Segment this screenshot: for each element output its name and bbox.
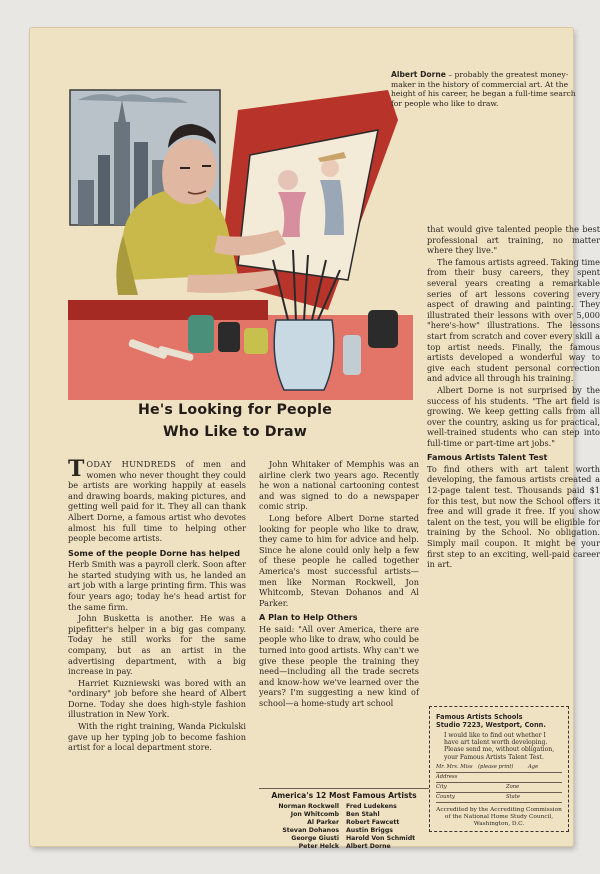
dropcap: T [68,456,85,482]
artist-name: Robert Fawcett [346,818,400,826]
article-paragraph: The famous artists agreed. Taking time from their busy careers, they spent several years creating a remarkable series of art lessons covering every aspect of drawing and painting. They illustrated their lessons with over 5,000 "here's-how" illustrations. The lessons start from scratch and cover every skill a top artist needs. Finally, the famous artists developed a wonderful way to give each student personal correction and advice all through his training. [427,256,600,384]
mail-coupon [429,706,569,832]
artist-name: Al Parker [307,818,339,826]
state-label: State [506,793,520,800]
article-paragraph: To find others with art talent worth developing, the famous artists created a 12-page talent test. Thousands paid $1 for this test, but now the School offers it free and will grade it free. If you show talent on the test, you will be eligible for training by the School. No obligation. Simply mail coupon. It might be your first step to an exciting, well-paid career in art. [427,463,600,570]
article-paragraph: Albert Dorne is not surprised by the success of his students. "The art field is growing. We keep getting calls from all over the country, asking us for practical, well-trained students who can step into full-time or part-time art jobs." [427,384,600,448]
artist-name: George Giusti [291,834,339,842]
age-label: Age [528,763,539,770]
accreditation-note: Accredited by the Accrediting Commission of the National Home Study Council, Washington, D.C. [436,806,562,827]
illustration-caption: Albert Dorne – probably the greatest money-maker in the history of commercial art. At the height of his career, he began a full-time search for people who like to draw. [391,70,576,108]
coupon-request-text: I would like to find out whether I have art talent worth developing. Please send me, without obligation, your Famous Artists Talent Test. [444,732,555,761]
coupon-name-field[interactable] [436,763,562,773]
article-column-2 [259,459,419,709]
address-label: Address [436,773,458,780]
county-label: County [436,793,455,800]
zone-label: Zone [506,783,520,790]
artist-name: Fred Ludekens [346,802,397,810]
magazine-back-cover [30,28,600,850]
coupon-city-field[interactable] [436,783,562,793]
famous-artists-list [259,788,429,851]
section-subhead: Some of the people Dorne has helped [68,547,240,558]
coupon-address-field[interactable] [436,773,562,783]
article-paragraph: Herb Smith was a payroll clerk. Soon after he started studying with us, he landed an art job with a large printing firm. This was four years ago; today he's head artist for the same firm. [68,559,246,612]
section-subhead: A Plan to Help Others [259,612,358,623]
salutation-label: Mr. Mrs. Miss [436,763,473,770]
article-paragraph: Harriet Kuzniewski was bored with an "ordinary" job before she heard of Albert Dorne. Today she does high-style fashion illustration in New York. [68,677,246,720]
artist-name: Norman Rockwell [278,802,339,810]
artist-name: Ben Stahl [346,810,380,818]
article-column-3 [427,224,600,571]
article-paragraph: that would give talented people the best professional art training, no matter where they live." [427,224,600,256]
artists-list-title: America's 12 Most Famous Artists [259,788,429,801]
article-paragraph: John Whitaker of Memphis was an airline clerk two years ago. Recently he won a national cartooning contest and was signed to do a newspaper comic strip. [259,459,419,512]
coupon-school-name: Famous Artists Schools [436,713,523,721]
coupon-studio-address: Studio 7223, Westport, Conn. [436,721,546,729]
print-hint: (please print) [478,763,514,770]
artist-name: Austin Briggs [346,826,393,834]
article-paragraph: John Busketta is another. He was a pipefitter's helper in a big gas company. Today he still works for the same company, but as an artist in the advertising department, with a big increase in pay. [68,613,246,677]
artist-name: Albert Dorne [346,842,391,850]
coupon-county-field[interactable] [436,793,562,803]
artist-name: Jon Whitcomb [290,810,339,818]
headline-line-2: Who Like to Draw [162,424,308,440]
article-column-1 [68,456,246,754]
article-paragraph: With the right training, Wanda Pickulski gave up her typing job to become fashion artist for a local department store. [68,721,246,753]
artist-name: Peter Helck [298,842,339,850]
page-title [90,399,380,443]
artist-name: Harold Von Schmidt [346,834,416,842]
section-subhead: Famous Artists Talent Test [427,452,548,463]
article-paragraph: He said: "All over America, there are people who like to draw, who could be turned into good artists. Why can't we give these people the training they need—including all the trade secrets and know-how we've learned over the years? I'm suggesting a new kind of school—a home-study art school [259,623,419,708]
article-paragraph: TODAY HUNDREDS of men and women who never thought they could be artists are working happily at easels and drawing boards, making pictures, and getting well paid for it. They all can thank Albert Dorne, a famous artist who devotes almost his full time to helping other people become artists. [68,456,246,544]
artists-table [259,803,429,851]
artist-name: Stevan Dohanos [282,826,339,834]
artist-illustration [68,60,413,400]
headline-line-1: He's Looking for People [137,402,333,418]
article-paragraph: Long before Albert Dorne started looking for people who like to draw, they came to him for advice and help. Since he alone could only help a few of these people he called together America's most successful artists—men like Norman Rockwell, Jon Whitcomb, Stevan Dohanos and Al Parker. [259,512,419,608]
city-label: City [436,783,447,790]
